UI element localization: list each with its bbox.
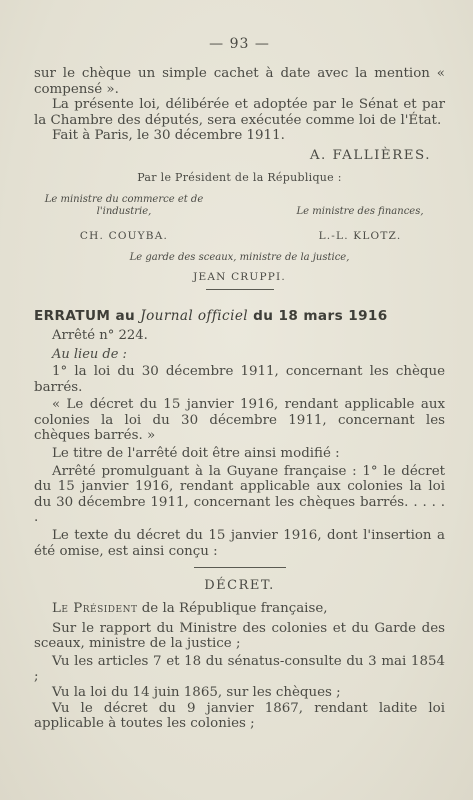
minister-commerce: [34, 194, 214, 242]
decret-title: DÉCRET.: [204, 578, 275, 594]
par-le-president: Par le Président de la République :: [137, 170, 342, 184]
minister-finances: [275, 194, 445, 242]
decret-president-rest: de la République française,: [141, 601, 328, 617]
minister-finances-title: Le ministre des finances,: [296, 205, 424, 217]
au-lieu-de: Au lieu de :: [52, 346, 127, 362]
minister-signatures: [34, 194, 445, 242]
errata-paragraph-3: Le titre de l'arrêté doit être ainsi modifié :: [52, 445, 340, 461]
president-signature: A. FALLIÈRES.: [309, 147, 431, 163]
errata-heading: [34, 308, 445, 324]
errata-suffix: du 18 mars 1916: [253, 307, 388, 324]
errata-paragraph-2: « Le décret du 15 janvier 1916, rendant applicable aux colonies la loi du 30 décembre 1911, concernant les chèques barrés. »: [34, 397, 445, 444]
decret-president-sc: Le Président: [52, 601, 138, 617]
minister-finances-name: L.-L. KLOTZ.: [318, 229, 402, 242]
minister-commerce-name: CH. COUYBA.: [79, 229, 169, 242]
errata-paragraph-1: 1° la loi du 30 décembre 1911, concernant les chèque barrés.: [34, 363, 445, 395]
paragraph-top-2: La présente loi, délibérée et adoptée par le Sénat et par la Chambre des députés, sera exécutée comme loi de l'État.: [34, 97, 445, 128]
errata-journal: Journal officiel: [140, 307, 249, 324]
decret-president-line: [34, 601, 445, 617]
separator-mid: [194, 567, 286, 568]
errata-paragraph-4: Arrêté promulguant à la Guyane française : 1° le décret du 15 janvier 1916, rendant applicable aux colonies la loi du 30 décembre 1911, concernant les chèques barrés. . . . . .: [34, 463, 445, 526]
decret-paragraph-2: Vu les articles 7 et 18 du sénatus-consulte du 3 mai 1854 ;: [34, 653, 445, 685]
decret-paragraph-3: Vu la loi du 14 juin 1865, sur les chèques ;: [52, 685, 341, 701]
paragraph-top-1: sur le chèque un simple cachet à date avec la mention « compensé ».: [34, 66, 445, 97]
decret-paragraph-4: Vu le décret du 9 janvier 1867, rendant ladite loi applicable à toutes les colonies ;: [34, 700, 445, 732]
separator-short: [206, 289, 274, 290]
decret-paragraph-1: Sur le rapport du Ministre des colonies et du Garde des sceaux, ministre de la justice ;: [34, 620, 445, 652]
date-line: Fait à Paris, le 30 décembre 1911.: [52, 128, 285, 144]
errata-prefix: ERRATUM au: [34, 307, 136, 324]
minister-commerce-title: Le ministre du commerce et de l'industrie,: [44, 193, 204, 217]
errata-paragraph-5: Le texte du décret du 15 janvier 1916, dont l'insertion a été omise, est ainsi conçu :: [34, 527, 445, 559]
page-number: — 93 —: [209, 36, 270, 52]
arrete-number: Arrêté n° 224.: [52, 327, 148, 343]
garde-name: JEAN CRUPPI.: [193, 270, 286, 283]
garde-title: Le garde des sceaux, ministre de la justice,: [129, 251, 350, 263]
